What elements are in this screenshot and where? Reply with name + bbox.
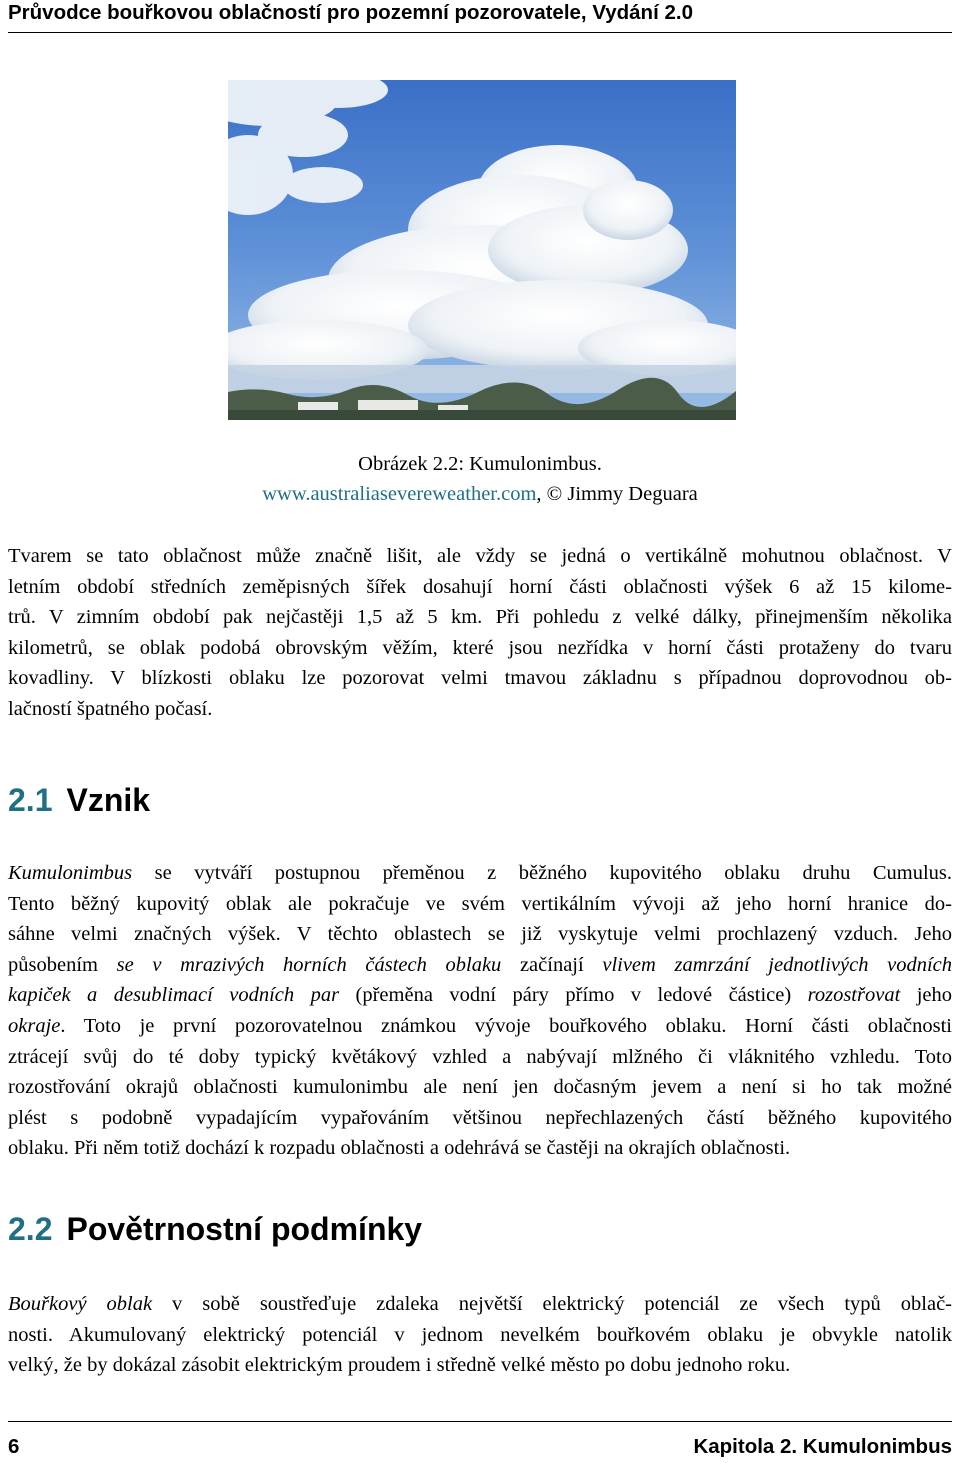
text-line: Tento běžný kupovitý oblak ale pokračuje ve svém vertikálním vývoji až jeho horní hranice do- — [8, 892, 952, 915]
emphasis: okraje — [8, 1014, 61, 1037]
text-line: letním období středních zeměpisných šířek dosahují horní části oblačnosti výšek 6 až 15 kilome- — [8, 575, 952, 598]
text-line: působením se v mrazivých horních částech oblaku začínají vlivem zamrzání jednotlivých vodních — [8, 953, 953, 976]
emphasis: Kumulonimbus — [8, 862, 133, 884]
text-line: sáhne velmi značných výšek. V těchto oblastech se již vyskytuje velmi prochlazený vzduch. Jeho — [8, 923, 952, 946]
figure-credit — [0, 479, 960, 509]
emphasis: kapiček a desublimací vodních par — [8, 984, 340, 1007]
header-rule — [8, 32, 952, 33]
section-number[interactable]: 2.2 — [8, 1211, 53, 1247]
text-line: Bouřkový oblak v sobě soustřeďuje zdaleka největší elektrický potenciál ze všech typů oblač- — [8, 1293, 953, 1315]
footer-rule — [8, 1421, 952, 1422]
text-line: kilometrů, se oblak podobá obrovským věžím, které jsou nezřídka v horní části protaženy do tvaru — [8, 636, 952, 659]
text-line: nosti. Akumulovaný elektrický potenciál v jednom nevelkém bouřkovém oblaku je obvykle natolik — [8, 1323, 952, 1346]
text-line: kovadliny. V blízkosti oblaku lze pozorovat velmi tmavou základnu s případnou doprovodnou ob- — [8, 667, 952, 690]
text-line: velký, že by dokázal zásobit elektrickým proudem i středně velké město po dobu jednoho roku. — [8, 1354, 791, 1377]
emphasis: rozostřovat — [807, 984, 901, 1007]
section-vznik-paragraph — [8, 858, 952, 1164]
photo-credit: , © Jimmy Deguara — [536, 483, 698, 505]
text-line: trů. V zimním období pak nejčastěji 1,5 až 5 km. Při pohledu z velké dálky, přinejmenším několika — [8, 606, 952, 629]
section-heading-vznik — [8, 780, 150, 820]
section-podminky-paragraph — [8, 1289, 952, 1381]
emphasis: vlivem zamrzání jednotlivých vodních — [602, 953, 953, 976]
running-header-title: Průvodce bouřkovou oblačností pro pozemní pozorovatele, Vydání 2.0 — [8, 1, 693, 24]
section-heading-povetrnostni-podminky — [8, 1209, 422, 1249]
source-link[interactable]: www.australiasevereweather.com — [262, 483, 537, 505]
section-title: Vznik — [66, 782, 151, 818]
running-footer-chapter: Kapitola 2. Kumulonimbus — [693, 1435, 952, 1458]
emphasis: Bouřkový oblak — [8, 1293, 153, 1315]
text-line: plést s podobně vypadajícím vypařováním většinou nepřechlazených částí běžného kupovitého — [8, 1106, 952, 1129]
figure-caption: Obrázek 2.2: Kumulonimbus. — [358, 453, 602, 475]
text-line: Kumulonimbus se vytváří postupnou přeměnou z běžného kupovitého oblaku druhu Cumulus. — [8, 862, 952, 884]
page-number: 6 — [8, 1435, 20, 1458]
text-line: lačností špatného počasí. — [8, 697, 213, 720]
text-line: okraje. Toto je první pozorovatelnou známkou vývoje bouřkového oblaku. Horní části oblačnosti — [8, 1014, 952, 1037]
section-title: Povětrnostní podmínky — [66, 1211, 423, 1247]
cumulonimbus-photo — [228, 80, 736, 420]
text-line: oblaku. Při něm totiž dochází k rozpadu oblačnosti a odehrává se častěji na okrajích oblačnosti. — [8, 1137, 791, 1160]
text-line: Tvarem se tato oblačnost může značně lišit, ale vždy se jedná o vertikálně mohutnou oblačnost. V — [8, 545, 952, 567]
text-line: rozostřování okrajů oblačnosti kumulonimbu ale není jen dočasným jevem a není si ho tak možné — [8, 1076, 952, 1099]
text-line: kapiček a desublimací vodních par (přeměna vodní páry přímo v ledové částice) rozostřovat jeho — [8, 984, 953, 1007]
text-line: ztrácejí svůj do té doby typický květákový vzhled a nabývají mlžného či vláknitého vzhledu. Toto — [8, 1045, 952, 1068]
cumulonimbus-photo-illustration — [228, 80, 736, 420]
intro-paragraph — [8, 541, 952, 725]
section-number[interactable]: 2.1 — [8, 782, 53, 818]
emphasis: se v mrazivých horních částech oblaku — [116, 953, 502, 976]
